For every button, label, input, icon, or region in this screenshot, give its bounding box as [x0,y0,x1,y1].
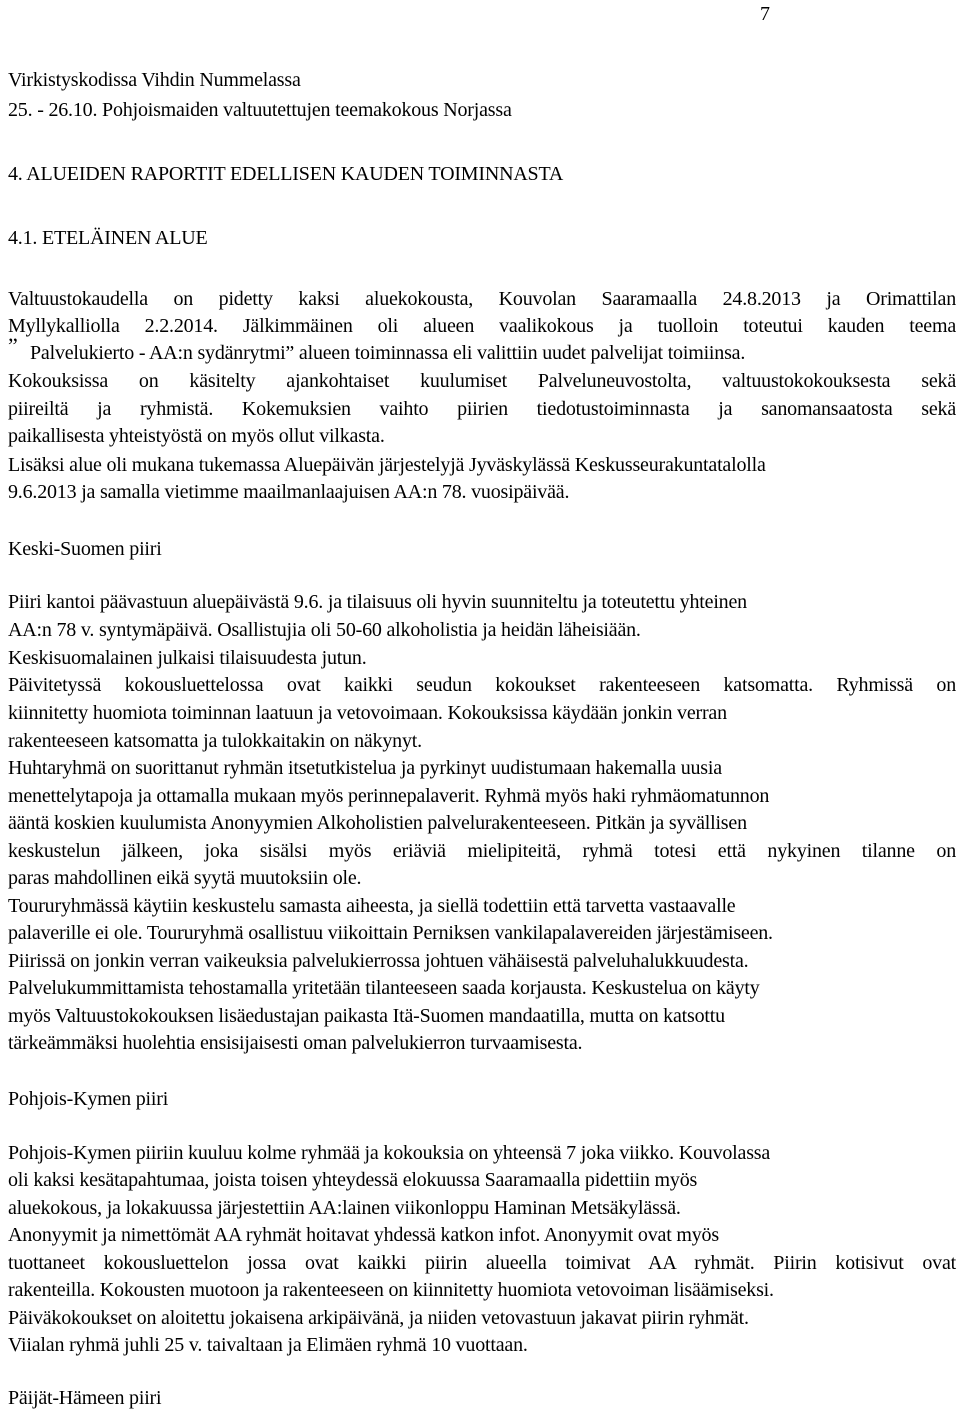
text-line: kiinnitetty huomiota toiminnan laatuun ja vetovoimaan. Kokouksissa käydään jonkin verran [8,702,727,724]
text-line: menettelytapoja ja ottamalla mukaan myös perinnepalaverit. Ryhmä myös haki ryhmäomatunnon [8,785,770,807]
text-line: Kokouksissa on käsitelty ajankohtaiset kuulumiset Palveluneuvostolta, valtuustokokouksesta sekä [8,370,956,392]
text-line: rakenteeseen katsomatta ja tulokkaitakin on näkynyt. [8,730,422,752]
district-heading: Keski-Suomen piiri [8,538,162,560]
district-heading: Päijät-Hämeen piiri [8,1387,162,1409]
text-line: Viialan ryhmä juhli 25 v. taivaltaan ja Elimäen ryhmä 10 vuottaan. [8,1334,528,1356]
text-line: aluekokous, ja lokakuussa järjestettiin AA:lainen viikonloppu Haminan Metsäkylässä. [8,1197,681,1219]
text-line: myös Valtuustokokouksen lisäedustajan paikasta Itä-Suomen mandaatilla, mutta on katsottu [8,1005,725,1027]
section-heading: 4. ALUEIDEN RAPORTIT EDELLISEN KAUDEN TOIMINNASTA [8,163,564,185]
text-line: tärkeämmäksi huolehtia ensisijaisesti oman palvelukierron turvaamisesta. [8,1032,583,1054]
text-line: Päivitetyssä kokousluettelossa ovat kaikki seudun kokoukset rakenteeseen katsomatta. Ryhmissä on [8,674,956,696]
text-line: paikallisesta yhteistyöstä on myös ollut vilkasta. [8,425,385,447]
page-number: 7 [760,3,770,25]
text-line: Huhtaryhmä on suorittanut ryhmän itsetutkistelua ja pyrkinyt uudistumaan hakemalla uusia [8,757,722,779]
text-line: Palvelukummittamista tehostamalla yritetään tilanteeseen saada korjausta. Keskustelua on käyty [8,977,760,999]
text-line: Toururyhmässä käytiin keskustelu samasta aiheesta, ja siellä todettiin että tarvetta vastaavalle [8,895,736,917]
text-line: Virkistyskodissa Vihdin Nummelassa [8,69,301,91]
text-line: palaverille ei ole. Toururyhmä osallistuu viikoittain Perniksen vankilapalavereiden järjestämiseen. [8,922,773,944]
text-line: Palvelukierto - AA:n sydänrytmi” alueen toiminnassa eli valittiin uudet palvelijat toimiinsa. [30,342,746,364]
text-line: keskustelun jälkeen, joka sisälsi myös eriäviä mielipiteitä, ryhmä totesi että nykyinen tilanne on [8,840,956,862]
text-line: 9.6.2013 ja samalla vietimme maailmanlaajuisen AA:n 78. vuosipäivää. [8,481,570,503]
text-line: Päiväkokoukset on aloitettu jokaisena arkipäivänä, ja niiden vetovastuun jakavat piirin ryhmät. [8,1307,749,1329]
text-line: Myllykalliolla 2.2.2014. Jälkimmäinen oli alueen vaalikokous ja tuolloin toteutui kauden teema [8,315,956,337]
text-line: Piirissä on jonkin verran vaikeuksia palvelukierrossa johtuen vähäisestä palveluhalukkuudesta. [8,950,749,972]
text-line: Piiri kantoi päävastuun aluepäivästä 9.6. ja tilaisuus oli hyvin suunniteltu ja toteutettu yhteinen [8,591,747,613]
text-line: piireiltä ja ryhmistä. Kokemuksien vaihto piirien tiedotustoiminnasta ja sanomansaatosta sekä [8,398,956,420]
text-line: AA:n 78 v. syntymäpäivä. Osallistujia oli 50-60 alkoholistia ja heidän läheisiään. [8,619,641,641]
district-heading: Pohjois-Kymen piiri [8,1088,169,1110]
text-line: Pohjois-Kymen piiriin kuuluu kolme ryhmää ja kokouksia on yhteensä 7 joka viikko. Kouvolassa [8,1142,771,1164]
text-line: Lisäksi alue oli mukana tukemassa Aluepäivän järjestelyjä Jyväskylässä Keskusseurakuntatalolla [8,454,766,476]
text-line: Valtuustokaudella on pidetty kaksi aluekokousta, Kouvolan Saaramaalla 24.8.2013 ja Orimattilan [8,288,956,310]
text-line: ääntä koskien kuulumista Anonyymien Alkoholistien palvelurakenteeseen. Pitkän ja syvällisen [8,812,747,834]
text-line: Anonyymit ja nimettömät AA ryhmät hoitavat yhdessä katkon infot. Anonyymit ovat myös [8,1224,719,1246]
subsection-heading: 4.1. ETELÄINEN ALUE [8,227,208,249]
text-line: 25. - 26.10. Pohjoismaiden valtuutettujen teemakokous Norjassa [8,99,512,121]
opening-quote-mark: ” [8,333,18,358]
text-line: tuottaneet kokousluettelon jossa ovat kaikki piirin alueella toimivat AA ryhmät. Piirin kotisivut ovat [8,1252,956,1274]
text-line: rakenteilla. Kokousten muotoon ja rakenteeseen on kiinnitetty huomiota vetovoiman lisäämiseksi. [8,1279,774,1301]
text-line: Keskisuomalainen julkaisi tilaisuudesta jutun. [8,647,367,669]
text-line: paras mahdollinen eikä syytä muutoksiin ole. [8,867,362,889]
text-line: oli kaksi kesätapahtumaa, joista toisen yhteydessä elokuussa Saaramaalla pidettiin myös [8,1169,698,1191]
